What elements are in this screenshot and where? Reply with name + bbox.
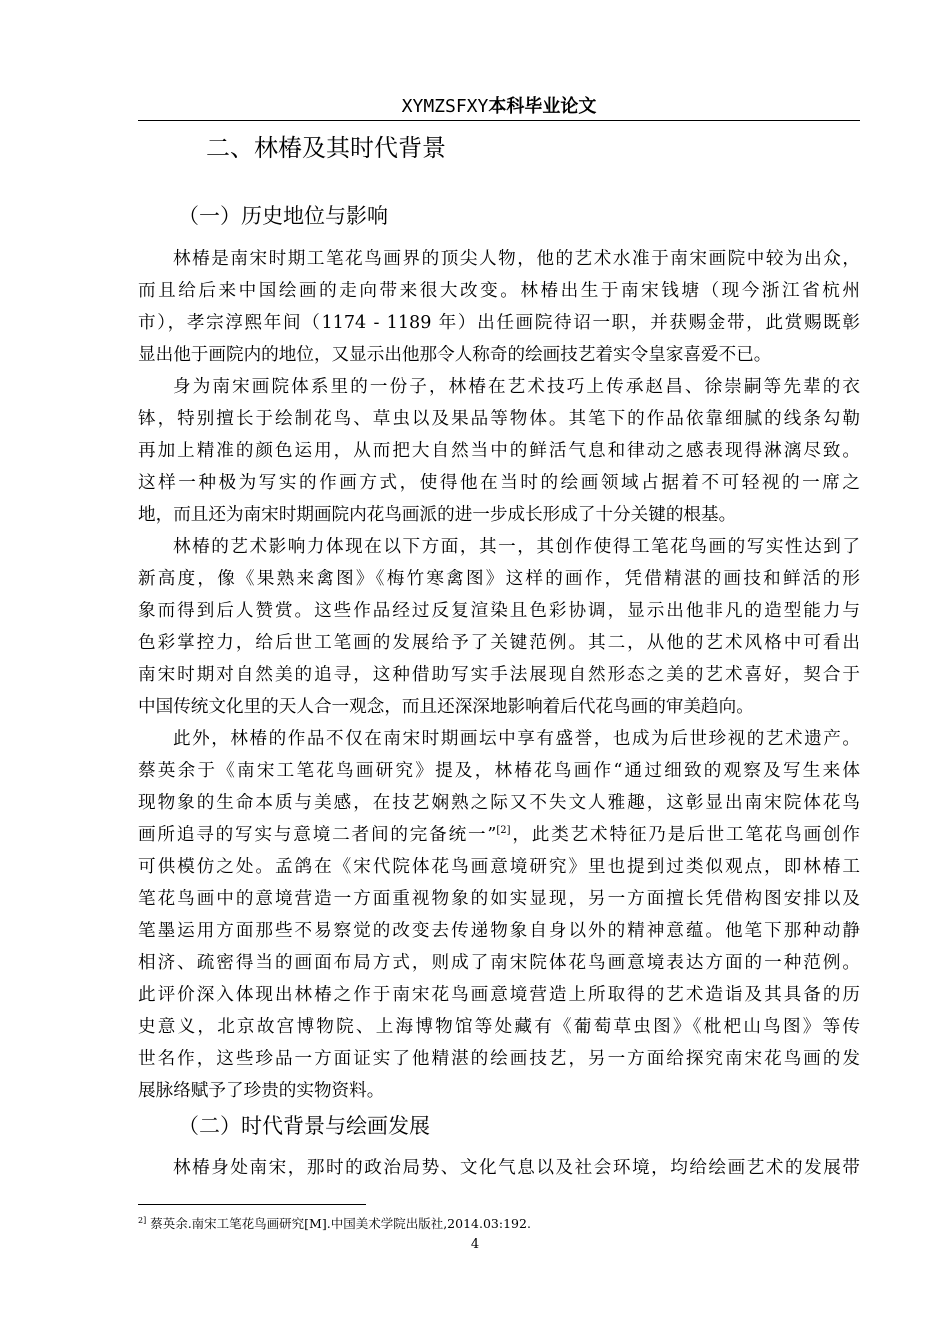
header-code: XYMZSFXY (401, 96, 489, 117)
paragraph-line: 地，而且还为南宋时期画院内花鸟画派的进一步成长形成了十分关键的根基。 (138, 505, 737, 525)
paragraph-line: 林椿是南宋时期工笔花鸟画界的顶尖人物，他的艺术水准于南宋画院中较为出众， (173, 249, 860, 269)
paragraph-line-with-citation (138, 819, 860, 851)
page-number: 4 (470, 1237, 480, 1252)
paragraph-line: 林椿身处南宋，那时的政治局势、文化气息以及社会环境，均给绘画艺术的发展带 (173, 1158, 860, 1178)
paragraph-line: 而且给后来中国绘画的走向带来很大改变。林椿出生于南宋钱塘（现今浙江省杭州 (138, 281, 860, 301)
section-heading-1: （一）历史地位与影响 (178, 204, 388, 228)
paragraph-2 (138, 371, 860, 531)
paragraph-line: 笔墨运用方面那些不易察觉的改变去传递物象自身以外的精神意蕴。他笔下那种动静 (138, 921, 860, 941)
header-rule (138, 120, 860, 121)
paragraph-line: 新高度，像《果熟来禽图》《梅竹寒禽图》这样的画作，凭借精湛的画技和鲜活的形 (138, 569, 860, 589)
paragraph-line: 这样一种极为写实的作画方式，使得他在当时的绘画领域占据着不可轻视的一席之 (138, 473, 860, 493)
paragraph-line: 南宋时期对自然美的追寻，这种借助写实手法展现自然形态之美的艺术喜好，契合于 (138, 665, 860, 685)
paragraph-line: 此外，林椿的作品不仅在南宋时期画坛中享有盛誉，也成为后世珍视的艺术遗产。 (173, 729, 860, 749)
paragraph-line: 市），孝宗淳熙年间（1174 - 1189 年）出任画院待诏一职，并获赐金带，此赏赐既彰 (138, 313, 860, 333)
paragraph-line: 中国传统文化里的天人合一观念，而且还深深地影响着后代花鸟画的审美趋向。 (138, 697, 754, 717)
paragraph-line: 象而得到后人赞赏。这些作品经过反复渲染且色彩协调，显示出他非凡的造型能力与 (138, 601, 860, 621)
paragraph-line: 可供模仿之处。孟鸽在《宋代院体花鸟画意境研究》里也提到过类似观点，即林椿工 (138, 857, 860, 877)
paragraph-line: 显出他于画院内的地位，又显示出他那令人称奇的绘画技艺着实令皇家喜爱不已。 (138, 345, 772, 365)
paragraph-line: 展脉络赋予了珍贵的实物资料。 (138, 1081, 385, 1101)
footnote-rule (138, 1204, 366, 1205)
paragraph-line: 身为南宋画院体系里的一份子，林椿在艺术技巧上传承赵昌、徐崇嗣等先辈的衣 (173, 377, 860, 397)
running-header (138, 94, 860, 119)
paragraph-1 (138, 243, 860, 371)
citation-line-text-before: 画所追寻的写实与意境二者间的完备统一” (138, 825, 497, 845)
paragraph-line: 现物象的生命本质与美感，在技艺娴熟之际又不失文人雅趣，这彰显出南宋院体花鸟 (138, 793, 860, 813)
paragraph-line: 色彩掌控力，给后世工笔画的发展给予了关键范例。其二，从他的艺术风格中可看出 (138, 633, 860, 653)
citation-line-text-after: ，此类艺术特征乃是后世工笔花鸟画创作 (510, 825, 860, 845)
paragraph-line: 世名作，这些珍品一方面证实了他精湛的绘画技艺，另一方面给探究南宋花鸟画的发 (138, 1049, 860, 1069)
paragraph-4 (138, 723, 860, 1107)
paragraph-3 (138, 531, 860, 723)
paragraph-line: 笔花鸟画中的意境营造一方面重视物象的如实显现，另一方面擅长凭借构图安排以及 (138, 889, 860, 909)
footnote-mark: 2] (138, 1216, 147, 1225)
footnote-text: 蔡英余.南宋工笔花鸟画研究[M].中国美术学院出版社,2014.03:192. (150, 1216, 531, 1232)
chapter-heading: 二、林椿及其时代背景 (206, 134, 446, 162)
paragraph-line: 此评价深入体现出林椿之作于南宋花鸟画意境营造上所取得的艺术造诣及其具备的历 (138, 985, 860, 1005)
paragraph-line: 林椿的艺术影响力体现在以下方面，其一，其创作使得工笔花鸟画的写实性达到了 (173, 537, 860, 557)
paragraph-line: 相济、疏密得当的画面布局方式，则成了南宋院体花鸟画意境表达方面的一种范例。 (138, 953, 860, 973)
citation-mark[interactable]: [2] (496, 825, 511, 837)
paragraph-5 (138, 1152, 860, 1184)
paragraph-line: 再加上精准的颜色运用，从而把大自然当中的鲜活气息和律动之感表现得淋漓尽致。 (138, 441, 860, 461)
paragraph-line: 钵，特别擅长于绘制花鸟、草虫以及果品等物体。其笔下的作品依靠细腻的线条勾勒 (138, 409, 860, 429)
paragraph-line: 蔡英余于《南宋工笔花鸟画研究》提及，林椿花鸟画作“通过细致的观察及写生来体 (138, 761, 860, 781)
paragraph-line: 史意义，北京故宫博物院、上海博物馆等处藏有《葡萄草虫图》《枇杷山鸟图》等传 (138, 1017, 860, 1037)
section-heading-2: （二）时代背景与绘画发展 (178, 1114, 430, 1138)
header-title: 本科毕业论文 (488, 96, 597, 117)
footnote (138, 1212, 531, 1233)
